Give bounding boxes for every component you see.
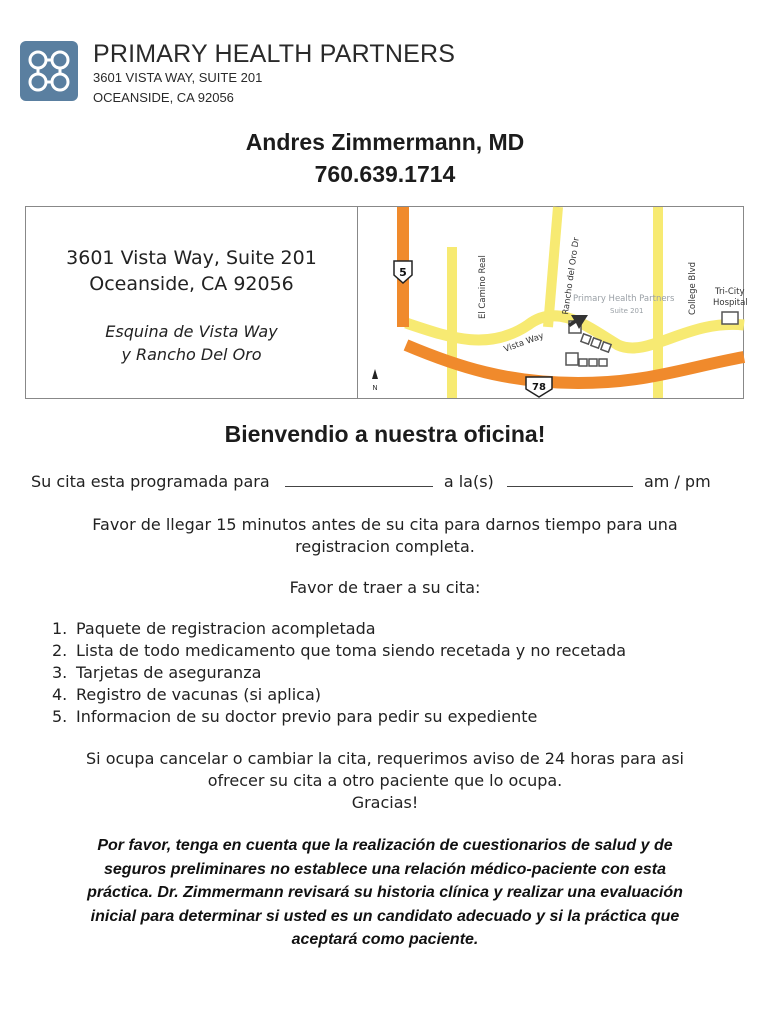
- doctor-heading: [0, 126, 770, 190]
- cancel-note-line2: ofrecer su cita a otro paciente que lo ocupa.: [207, 771, 563, 790]
- disclaimer-line2: seguros preliminares no establece una relación médico-paciente con esta: [104, 860, 666, 878]
- php-label: Primary Health Partners: [573, 294, 675, 304]
- cancel-note: [50, 748, 720, 814]
- hwy78-label: 78: [532, 382, 546, 393]
- hwy5-shield: [394, 261, 412, 283]
- bring-heading: Favor de traer a su cita:: [289, 578, 481, 597]
- list-item-number: 1.: [52, 619, 68, 638]
- disclaimer-line1: Por favor, tenga en cuenta que la realización de cuestionarios de salud y de: [97, 837, 673, 854]
- el-camino-label: El Camino Real: [478, 255, 488, 319]
- list-item-number: 2.: [52, 641, 68, 660]
- arrive-note-line1: Favor de llegar 15 minutos antes de su cita para darnos tiempo para una: [92, 515, 678, 534]
- north-label: N: [372, 384, 378, 392]
- list-item-number: 5.: [52, 707, 68, 726]
- org-address-line2: OCEANSIDE, CA 92056: [93, 90, 234, 105]
- primary-health-partners-logo: [20, 41, 78, 101]
- doctor-name: Andres Zimmermann, MD: [245, 129, 525, 155]
- hospital-label-line2: Hospital: [713, 298, 748, 308]
- welcome-heading: Bienvendio a nuestra oficina!: [224, 421, 546, 447]
- location-text: [26, 207, 358, 398]
- list-item: [52, 640, 626, 662]
- hwy78-shield: [526, 377, 552, 397]
- college-label: College Blvd: [688, 261, 698, 315]
- list-item: [52, 618, 626, 640]
- rancho-del-oro-road: [548, 207, 558, 327]
- php-suite-label: Suite 201: [610, 307, 644, 315]
- doctor-phone: 760.639.1714: [314, 161, 456, 187]
- rancho-label: Rancho del Oro Dr: [561, 236, 582, 316]
- arrive-note-line2: registracion completa.: [295, 537, 475, 556]
- list-item: [52, 662, 626, 684]
- hospital-building: [722, 312, 738, 324]
- location-address: [26, 245, 357, 297]
- location-address-line1: 3601 Vista Way, Suite 201: [66, 247, 317, 269]
- list-item-number: 3.: [52, 663, 68, 682]
- list-item-text: Registro de vacunas (si aplica): [76, 685, 322, 704]
- appointment-middle: a la(s): [443, 472, 494, 491]
- location-corner-line1: Esquina de Vista Way: [105, 322, 278, 341]
- hospital-label-line1: Tri-City: [715, 287, 745, 297]
- disclaimer-line5: aceptará como paciente.: [291, 931, 479, 948]
- list-item-number: 4.: [52, 685, 68, 704]
- list-item-text: Informacion de su doctor previo para pedir su expediente: [76, 707, 538, 726]
- appointment-date-blank[interactable]: [285, 472, 433, 487]
- disclaimer-line4: inicial para determinar si usted es un candidato adecuado y si la práctica que: [90, 907, 680, 925]
- appointment-line: [31, 472, 741, 491]
- appointment-prefix: Su cita esta programada para: [31, 472, 270, 491]
- list-item-text: Tarjetas de aseguranza: [76, 663, 262, 682]
- hwy5-label: 5: [399, 266, 407, 279]
- bring-list: [52, 618, 626, 728]
- location-corner-line2: y Rancho Del Oro: [121, 345, 262, 364]
- disclaimer: [40, 834, 730, 952]
- location-corner: [26, 320, 357, 366]
- location-map: [358, 207, 748, 398]
- arrive-note: [50, 514, 720, 558]
- disclaimer-line3: práctica. Dr. Zimmermann revisará su historia clínica y realizar una evaluación: [87, 884, 683, 901]
- list-item: [52, 684, 626, 706]
- north-arrow-icon: [372, 369, 378, 379]
- list-item: [52, 706, 626, 728]
- appointment-time-blank[interactable]: [507, 472, 633, 487]
- location-box: [25, 206, 748, 399]
- list-item-text: Lista de todo medicamento que toma siendo recetada y no recetada: [76, 641, 627, 660]
- org-name: PRIMARY HEALTH PARTNERS: [93, 40, 456, 68]
- cancel-note-line3: Gracias!: [351, 793, 419, 812]
- list-item-text: Paquete de registracion acompletada: [76, 619, 376, 638]
- org-address-line1: 3601 VISTA WAY, SUITE 201: [93, 70, 263, 85]
- cancel-note-line1: Si ocupa cancelar o cambiar la cita, requerimos aviso de 24 horas para asi: [86, 749, 684, 768]
- location-address-line2: Oceanside, CA 92056: [89, 273, 294, 295]
- vista-way-label: Vista Way: [502, 331, 546, 355]
- appointment-suffix: am / pm: [643, 472, 711, 491]
